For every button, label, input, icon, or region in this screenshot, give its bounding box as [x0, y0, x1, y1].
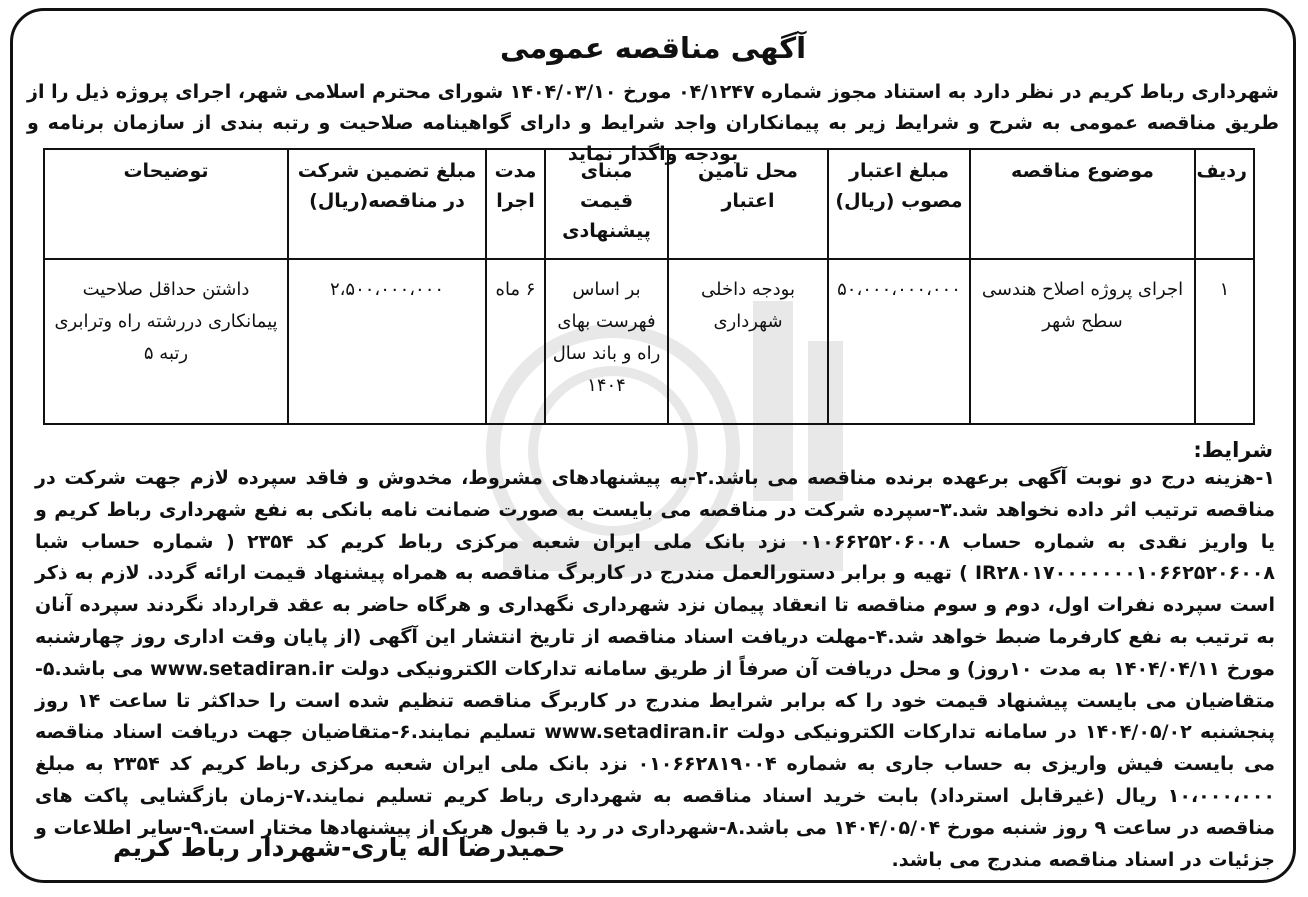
header-approved-credit: مبلغ اعتبار مصوب (ریال) — [828, 149, 970, 259]
cell-notes: داشتن حداقل صلاحیت پیمانکاری دررشته راه وترابری رتبه ۵ — [44, 259, 288, 424]
header-notes: توضیحات — [44, 149, 288, 259]
table-row — [44, 259, 1254, 424]
notice-frame — [10, 8, 1296, 883]
cell-guarantee: ۲،۵۰۰،۰۰۰،۰۰۰ — [288, 259, 486, 424]
table-header-row — [44, 149, 1254, 259]
header-guarantee: مبلغ تضمین شرکت در مناقصه(ریال) — [288, 149, 486, 259]
cell-subject: اجرای پروژه اصلاح هندسی سطح شهر — [970, 259, 1195, 424]
tender-table — [43, 148, 1255, 425]
signature: حمیدرضا اله یاری-شهردار رباط کریم — [113, 833, 566, 862]
header-funding-source: محل تامین اعتبار — [668, 149, 828, 259]
cell-approved-credit: ۵۰،۰۰۰،۰۰۰،۰۰۰ — [828, 259, 970, 424]
notice-intro: شهرداری رباط کریم در نظر دارد به استناد مجوز شماره ۰۴/۱۲۴۷ مورخ ۱۴۰۴/۰۳/۱۰ شورای محترم اسلامی شهر، اجرای پروژه ذیل را از طریق مناقصه عمومی به شرح و شرایط زیر به پیمانکاران واجد شرایط و دارای گواهینامه صلاحیت و رتبه بندی از سازمان برنامه و بودجه واگذار نماید — [27, 81, 1279, 165]
cell-funding-source: بودجه داخلی شهرداری — [668, 259, 828, 424]
header-price-basis: مبنای قیمت پیشنهادی — [545, 149, 668, 259]
header-duration: مدت اجرا — [486, 149, 545, 259]
notice-title: آگهی مناقصه عمومی — [499, 31, 807, 65]
conditions-label: شرایط: — [1193, 438, 1273, 462]
conditions-text: ۱-هزینه درج دو نوبت آگهی برعهده برنده مناقصه می باشد.۲-به پیشنهادهای مشروط، مخدوش و فاقد سپرده لازم جهت شرکت در مناقصه ترتیب اثر داده نخواهد شد.۳-سپرده شرکت در مناقصه می بایست به صورت ضمانت نامه بانکی به نفع شهرداری رباط کریم و یا واریز نقدی به شماره حساب ۰۱۰۶۶۲۵۲۰۶۰۰۸ نزد بانک ملی ایران شعبه مرکزی رباط کریم کد ۲۳۵۴ ( شماره حساب شبا IR۲۸۰۱۷۰۰۰۰۰۰۰۱۰۶۶۲۵۲۰۶۰۰۸ ) تهیه و برابر دستورالعمل مندرج در کاربرگ مناقصه به همراه پیشنهاد قیمت ارائه گردد. لازم به ذکر است سپرده نفرات اول، دوم و سوم مناقصه تا انعقاد پیمان نزد شهرداری نگهداری و هرگاه حاضر به عقد قرارداد نگردند سپرده آنان به ترتیب به نفع کارفرما ضبط خواهد شد.۴-مهلت دریافت اسناد مناقصه از تاریخ انتشار این آگهی (از پایان وقت اداری روز چهارشنبه مورخ ۱۴۰۴/۰۴/۱۱ به مدت ۱۰روز) و محل دریافت آن صرفاً از طریق سامانه تدارکات الکترونیکی دولت www.setadiran.ir می باشد.۵-متقاضیان می بایست پیشنهاد قیمت خود را که برابر شرایط مندرج در کاربرگ مناقصه تنظیم شده است را حداکثر تا ساعت ۱۴ روز پنجشنبه ۱۴۰۴/۰۵/۰۲ در سامانه تدارکات الکترونیکی دولت www.setadiran.ir تسلیم نمایند.۶-متقاضیان جهت دریافت اسناد مناقصه می بایست فیش واریزی به حساب جاری به شماره ۰۱۰۶۶۲۸۱۹۰۰۴ نزد بانک ملی ایران شعبه مرکزی رباط کریم کد ۲۳۵۴ به مبلغ ۱۰،۰۰۰،۰۰۰ ریال (غیرقابل استرداد) بابت خرید اسناد مناقصه به شهرداری رباط کریم تسلیم نمایند.۷-زمان بازگشایی پاکت های مناقصه در ساعت ۹ روز شنبه مورخ ۱۴۰۴/۰۵/۰۴ می باشد.۸-شهرداری در رد یا قبول هریک از پیشنهادها مختار است.۹-سایر اطلاعات و جزئیات در اسناد مناقصه مندرج می باشد. — [35, 467, 1276, 871]
cell-row-no: ۱ — [1195, 259, 1254, 424]
header-row-no: ردیف — [1195, 149, 1254, 259]
cell-duration: ۶ ماه — [486, 259, 545, 424]
header-subject: موضوع مناقصه — [970, 149, 1195, 259]
cell-price-basis: بر اساس فهرست بهای راه و باند سال ۱۴۰۴ — [545, 259, 668, 424]
